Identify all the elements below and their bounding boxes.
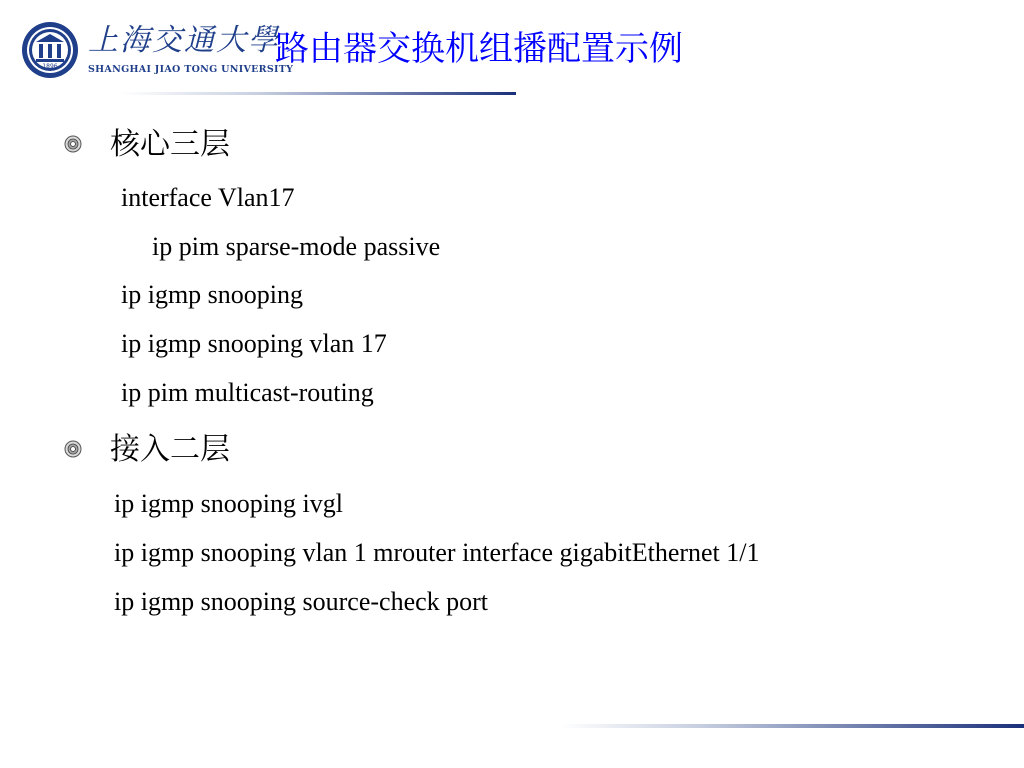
- university-seal-icon: [20, 20, 80, 80]
- config-line: ip igmp snooping vlan 1 mrouter interface gigabitEthernet 1/1: [114, 538, 760, 567]
- logo-english-wordmark: SHANGHAI JIAO TONG UNIVERSITY: [88, 64, 294, 75]
- logo-chinese-wordmark: 上海交通大學: [88, 23, 280, 58]
- config-line: ip igmp snooping: [121, 280, 304, 309]
- config-line: ip pim multicast-routing: [121, 378, 374, 407]
- footer-rule: [560, 724, 1024, 728]
- slide-title: 路由器交换机组播配置示例: [275, 29, 683, 69]
- section-heading: 核心三层: [110, 127, 230, 162]
- config-line: ip igmp snooping ivgl: [114, 489, 343, 518]
- bullet-icon: [64, 135, 82, 153]
- title-underline: [120, 92, 516, 95]
- config-line: ip igmp snooping source-check port: [114, 587, 489, 616]
- config-line: ip pim sparse-mode passive: [152, 232, 441, 261]
- bullet-icon: [64, 440, 82, 458]
- university-logo: [20, 20, 294, 82]
- config-line: ip igmp snooping vlan 17: [121, 329, 387, 358]
- svg-text:1896: 1896: [42, 63, 58, 70]
- config-line: interface Vlan17: [121, 183, 295, 212]
- section-heading: 接入二层: [110, 432, 230, 467]
